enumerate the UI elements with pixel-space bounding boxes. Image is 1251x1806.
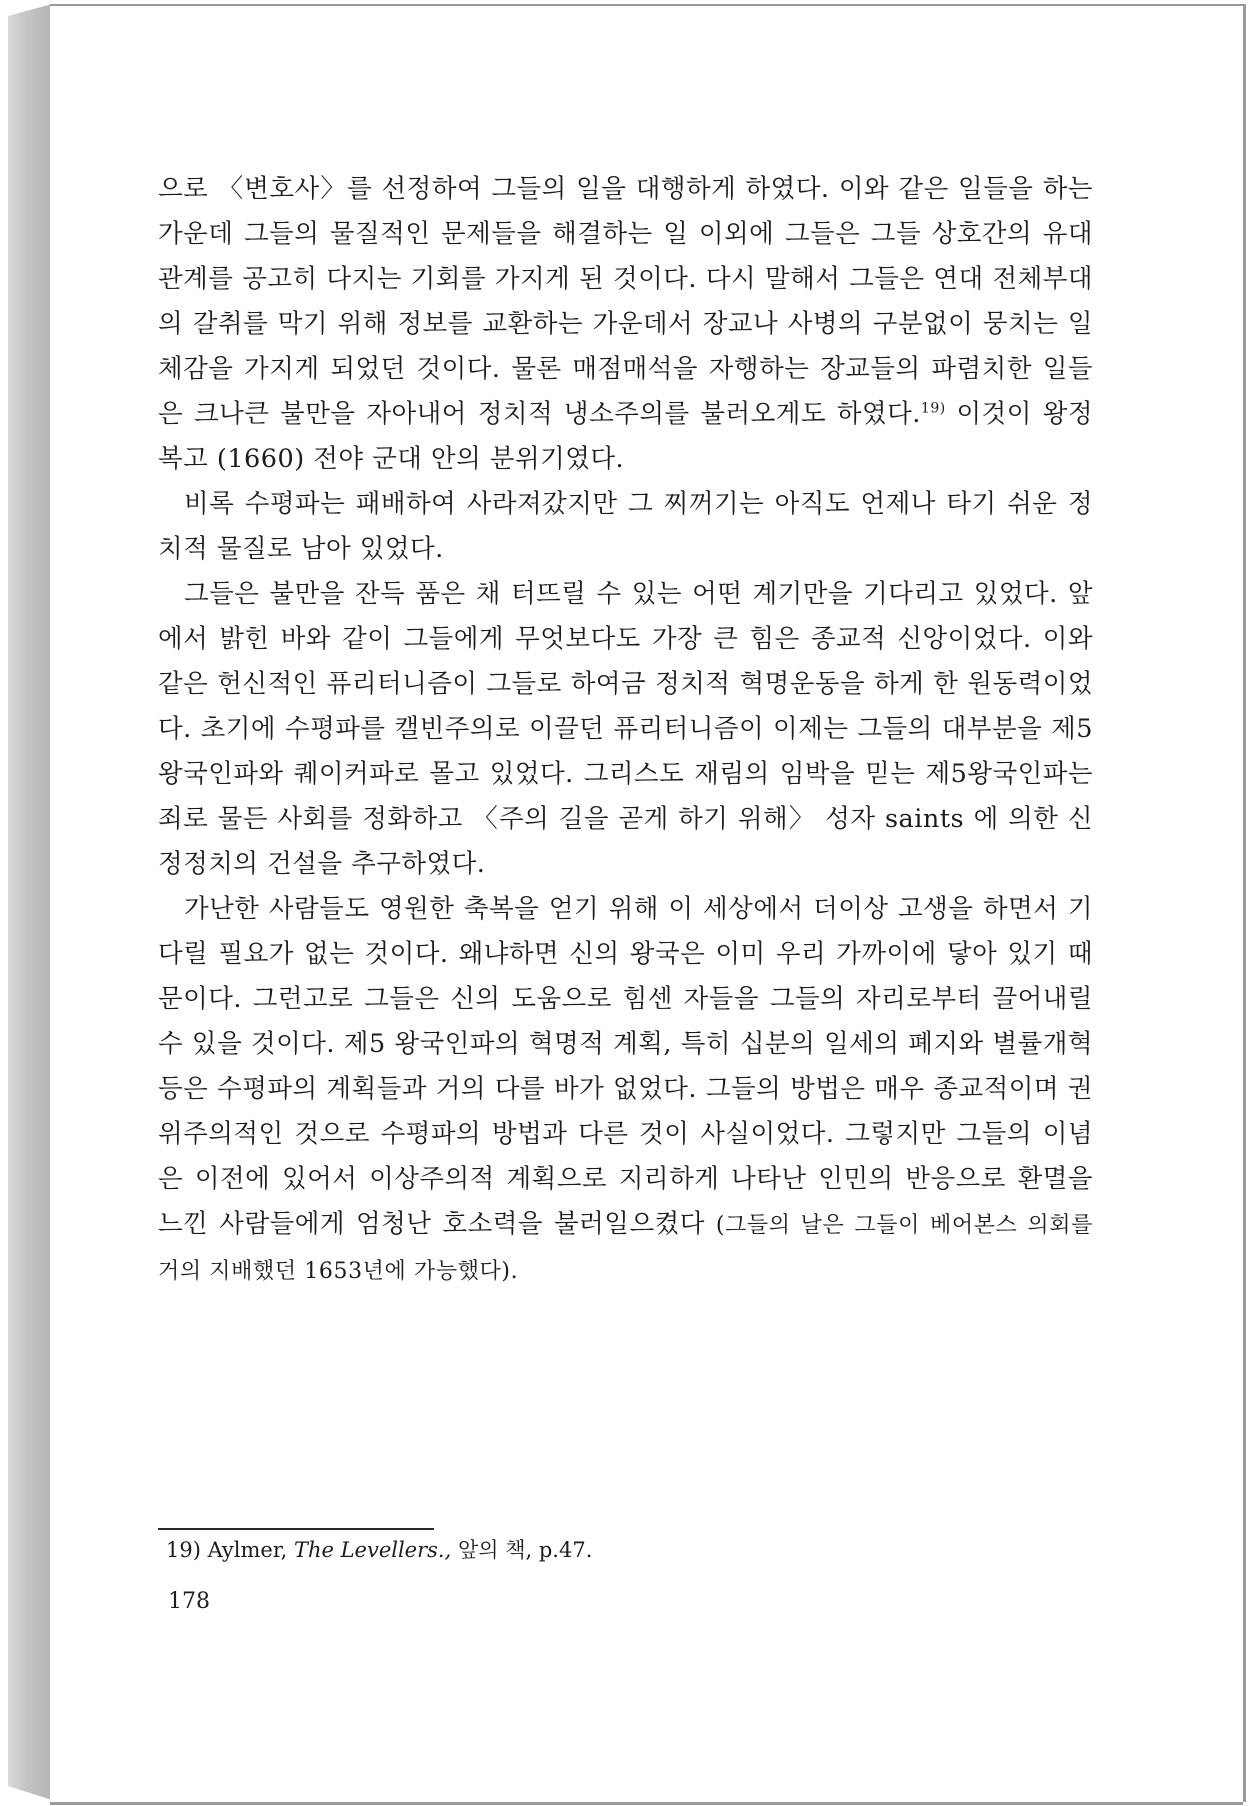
footnote-title: The Levellers., [293, 1538, 452, 1562]
footnote-divider [158, 1528, 434, 1530]
footnote [166, 1535, 592, 1565]
footnote-number: 19) [166, 1538, 201, 1562]
paragraph-2: 비록 수평파는 패배하여 사라져갔지만 그 찌꺼기는 아직도 언제나 타기 쉬운 정치적 물질로 남아 있었다. [158, 489, 1093, 564]
body-text [158, 167, 1093, 1294]
page-number: 178 [168, 1589, 210, 1614]
footnote-author: Aylmer, [207, 1538, 288, 1562]
footnote-citation: 앞의 책, p.47. [457, 1538, 593, 1562]
paragraph-1 [158, 167, 1093, 482]
paragraph-4-parenthetical: (그들의 날은 그들이 베어본스 의회를 거의 지배했던 1653년에 가능했다). [158, 1213, 1093, 1284]
paragraph-4-text: 가난한 사람들도 영원한 축복을 얻기 위해 이 세상에서 더이상 고생을 하면서 기다릴 필요가 없는 것이다. 왜냐하면 신의 왕국은 이미 우리 가까이에 닿아 있기 때문이다. 그런고로 그들은 신의 도움으로 힘센 자들을 그들의 자리로부터 끌어내릴 수 있을 것이다. 제5 왕국인파의 혁명적 계획, 특히 십분의 일세의 폐지와 별률개혁 등은 수평파의 계획들과 거의 다를 바가 없었다. 그들의 방법은 매우 종교적이며 권위주의적인 것으로 수평파의 방법과 다른 것이 사실이었다. 그렇지만 그들의 이념은 이전에 있어서 이상주의적 계획으로 지리하게 나타난 인민의 반응으로 환멸을 느낀 사람들에게 엄청난 호소력을 불러일으켰다 [158, 894, 1093, 1239]
book-spine [8, 4, 52, 1800]
paragraph-3: 그들은 불만을 잔득 품은 채 터뜨릴 수 있는 어떤 계기만을 기다리고 있었다. 앞에서 밝힌 바와 같이 그들에게 무엇보다도 가장 큰 힘은 종교적 신앙이었다. 이와 같은 헌신적인 퓨리터니즘이 그들로 하여금 정치적 혁명운동을 하게 한 원동력이었다. 초기에 수평파를 캘빈주의로 이끌던 퓨리터니즘이 이제는 그들의 대부분을 제5왕국인파와 퀘이커파로 몰고 있었다. 그리스도 재림의 임박을 믿는 제5왕국인파는 죄로 물든 사회를 정화하고 〈주의 길을 곧게 하기 위해〉 성자 saints 에 의한 신정정치의 건설을 추구하였다. [158, 579, 1093, 879]
footnote-reference: 19) [920, 400, 946, 417]
paragraph-4 [158, 887, 1093, 1294]
paragraph-1-tail: 이것이 왕정복고 (1660) 전야 군대 안의 분위기였다. [158, 399, 1093, 474]
paragraph-1-text: 으로 〈변호사〉를 선정하여 그들의 일을 대행하게 하였다. 이와 같은 일들을 하는 가운데 그들의 물질적인 문제들을 해결하는 일 이외에 그들은 그들 상호간의 유대관계를 공고히 다지는 기회를 가지게 된 것이다. 다시 말해서 그들은 연대 전체부대의 갈취를 막기 위해 정보를 교환하는 가운데서 장교나 사병의 구분없이 뭉치는 일체감을 가지게 되었던 것이다. 물론 매점매석을 자행하는 장교들의 파렴치한 일들은 크나큰 불만을 자아내어 정치적 냉소주의를 불러오게도 하였다. [158, 174, 1093, 429]
